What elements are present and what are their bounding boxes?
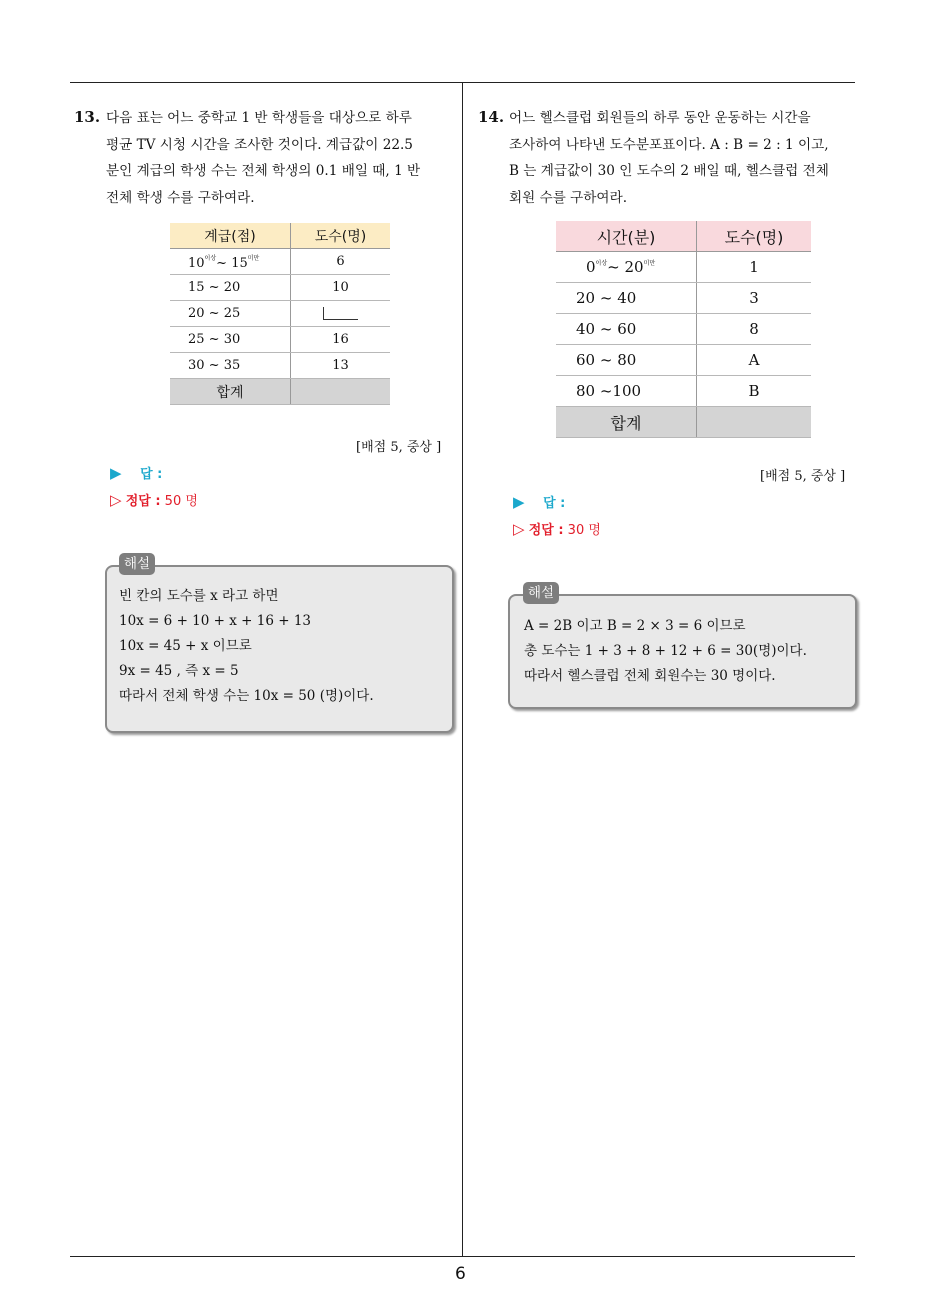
q14-range-cell: $0^{이상}\sim$ $20^{미만}$	[556, 252, 697, 283]
q13-text	[106, 105, 456, 211]
q13-solution-line: 빈 칸의 도수를 x 라고 하면	[119, 588, 279, 604]
q13-range-cell: 15 ~ 20	[170, 275, 291, 301]
bottom-rule	[70, 1256, 855, 1257]
table-row	[556, 376, 811, 407]
q13-blank-cell	[291, 301, 391, 327]
q13-solution-box	[105, 565, 454, 733]
q14-line-3: B 는 계급값이 30 인 도수의 2 배일 때, 헬스클럽 전체	[509, 163, 829, 179]
play-triangle-icon: ▶	[110, 464, 122, 482]
q14-line-4: 회원 수를 구하여라.	[509, 189, 628, 206]
q14-solution-box	[508, 594, 857, 709]
q13-range-cell: 25 ~ 30	[170, 327, 291, 353]
q14-range-cell: 60 ~ 80	[556, 345, 697, 376]
q13-range-cell: 20 ~ 25	[170, 301, 291, 327]
blank-answer-mark	[323, 307, 358, 320]
q14-total-value	[697, 407, 812, 438]
q13-freq-cell: 13	[291, 353, 391, 379]
q13-line-3: 분인 계급의 학생 수는 전체 학생의 0.1 배일 때, 1 반	[106, 163, 421, 179]
q13-solution-tag: 해설	[119, 553, 155, 575]
q14-freq-cell: 3	[697, 283, 812, 314]
table-row	[170, 249, 390, 275]
q14-range-cell: 20 ~ 40	[556, 283, 697, 314]
q14-col-freq: 도수(명)	[697, 221, 812, 252]
q14-table-header	[556, 221, 811, 252]
q13-score: [배점 5, 중상 ]	[356, 440, 442, 455]
q14-freq-cell: 1	[697, 252, 812, 283]
q13-freq-cell: 16	[291, 327, 391, 353]
q14-line-2: 조사하여 나타낸 도수분포표이다. A : B = 2 : 1 이고,	[509, 136, 829, 153]
q13-correct-label: 정답 :	[125, 494, 161, 509]
table-row	[556, 314, 811, 345]
q14-range-cell: 80 ~100	[556, 376, 697, 407]
q13-solution-line: 9x = 45 , 즉 x = 5	[119, 663, 239, 679]
q13-col-class: 계급(점)	[170, 223, 291, 249]
q14-frequency-table	[556, 221, 811, 438]
q14-solution-tag: 해설	[523, 582, 559, 604]
q13-range-cell: 30 ~ 35	[170, 353, 291, 379]
q13-col-freq: 도수(명)	[291, 223, 391, 249]
q13-solution-line: 10x = 6 + 10 + x + 16 + 13	[119, 613, 311, 629]
table-row	[556, 345, 811, 376]
q14-answer-label: 답 :	[543, 496, 566, 511]
table-row	[170, 327, 390, 353]
q14-col-time: 시간(분)	[556, 221, 697, 252]
q13-table-header	[170, 223, 390, 249]
q14-total-label: 합계	[556, 407, 697, 438]
column-divider	[462, 82, 463, 1257]
q13-total-label: 합계	[170, 379, 291, 405]
q14-correct-value: 30 명	[567, 523, 601, 538]
q13-answer-label: 답 :	[140, 467, 163, 482]
q13-number: 13.	[74, 108, 101, 126]
table-row	[170, 353, 390, 379]
q13-freq-cell: 10	[291, 275, 391, 301]
q13-line-4: 전체 학생 수를 구하여라.	[106, 189, 255, 206]
q14-range-cell: 40 ~ 60	[556, 314, 697, 345]
q13-line-1: 다음 표는 어느 중학교 1 반 학생들을 대상으로 하루	[106, 110, 412, 126]
outline-triangle-icon: ▷	[513, 520, 525, 538]
table-row	[170, 275, 390, 301]
page-number: 6	[455, 1264, 466, 1284]
q14-solution-line: 총 도수는 1 + 3 + 8 + 12 + 6 = 30(명)이다.	[524, 643, 807, 659]
q14-text	[509, 105, 859, 211]
q13-solution-line: 따라서 전체 학생 수는 10x = 50 (명)이다.	[119, 688, 374, 704]
q14-freq-cell: A	[697, 345, 812, 376]
q14-number: 14.	[478, 108, 505, 126]
q13-total-value	[291, 379, 391, 405]
table-row	[556, 252, 811, 283]
q13-freq-cell: 6	[291, 249, 391, 275]
q13-solution-line: 10x = 45 + x 이므로	[119, 638, 252, 654]
q13-line-2: 평균 TV 시청 시간을 조사한 것이다. 계급값이 22.5	[106, 136, 413, 153]
table-row	[170, 301, 390, 327]
q14-freq-cell: 8	[697, 314, 812, 345]
q14-answer-line	[513, 492, 565, 511]
q14-correct-label: 정답 :	[528, 523, 564, 538]
q14-freq-cell: B	[697, 376, 812, 407]
q14-correct-answer	[513, 519, 601, 538]
outline-triangle-icon: ▷	[110, 491, 122, 509]
q14-solution-line: 따라서 헬스클럽 전체 회원수는 30 명이다.	[524, 668, 776, 684]
q14-total-row	[556, 407, 811, 438]
q13-frequency-table	[170, 223, 390, 405]
table-row	[556, 283, 811, 314]
q14-score: [배점 5, 중상 ]	[760, 469, 846, 484]
q13-total-row	[170, 379, 390, 405]
q14-solution-line: A = 2B 이고 B = 2 × 3 = 6 이므로	[524, 618, 746, 634]
q14-line-1: 어느 헬스클럽 회원들의 하루 동안 운동하는 시간을	[509, 110, 811, 126]
q13-correct-answer	[110, 490, 198, 509]
q13-answer-line	[110, 463, 162, 482]
q13-correct-value: 50 명	[164, 494, 198, 509]
q13-range-cell: $10^{이상}\sim$ $15^{미만}$	[170, 249, 291, 275]
play-triangle-icon: ▶	[513, 493, 525, 511]
